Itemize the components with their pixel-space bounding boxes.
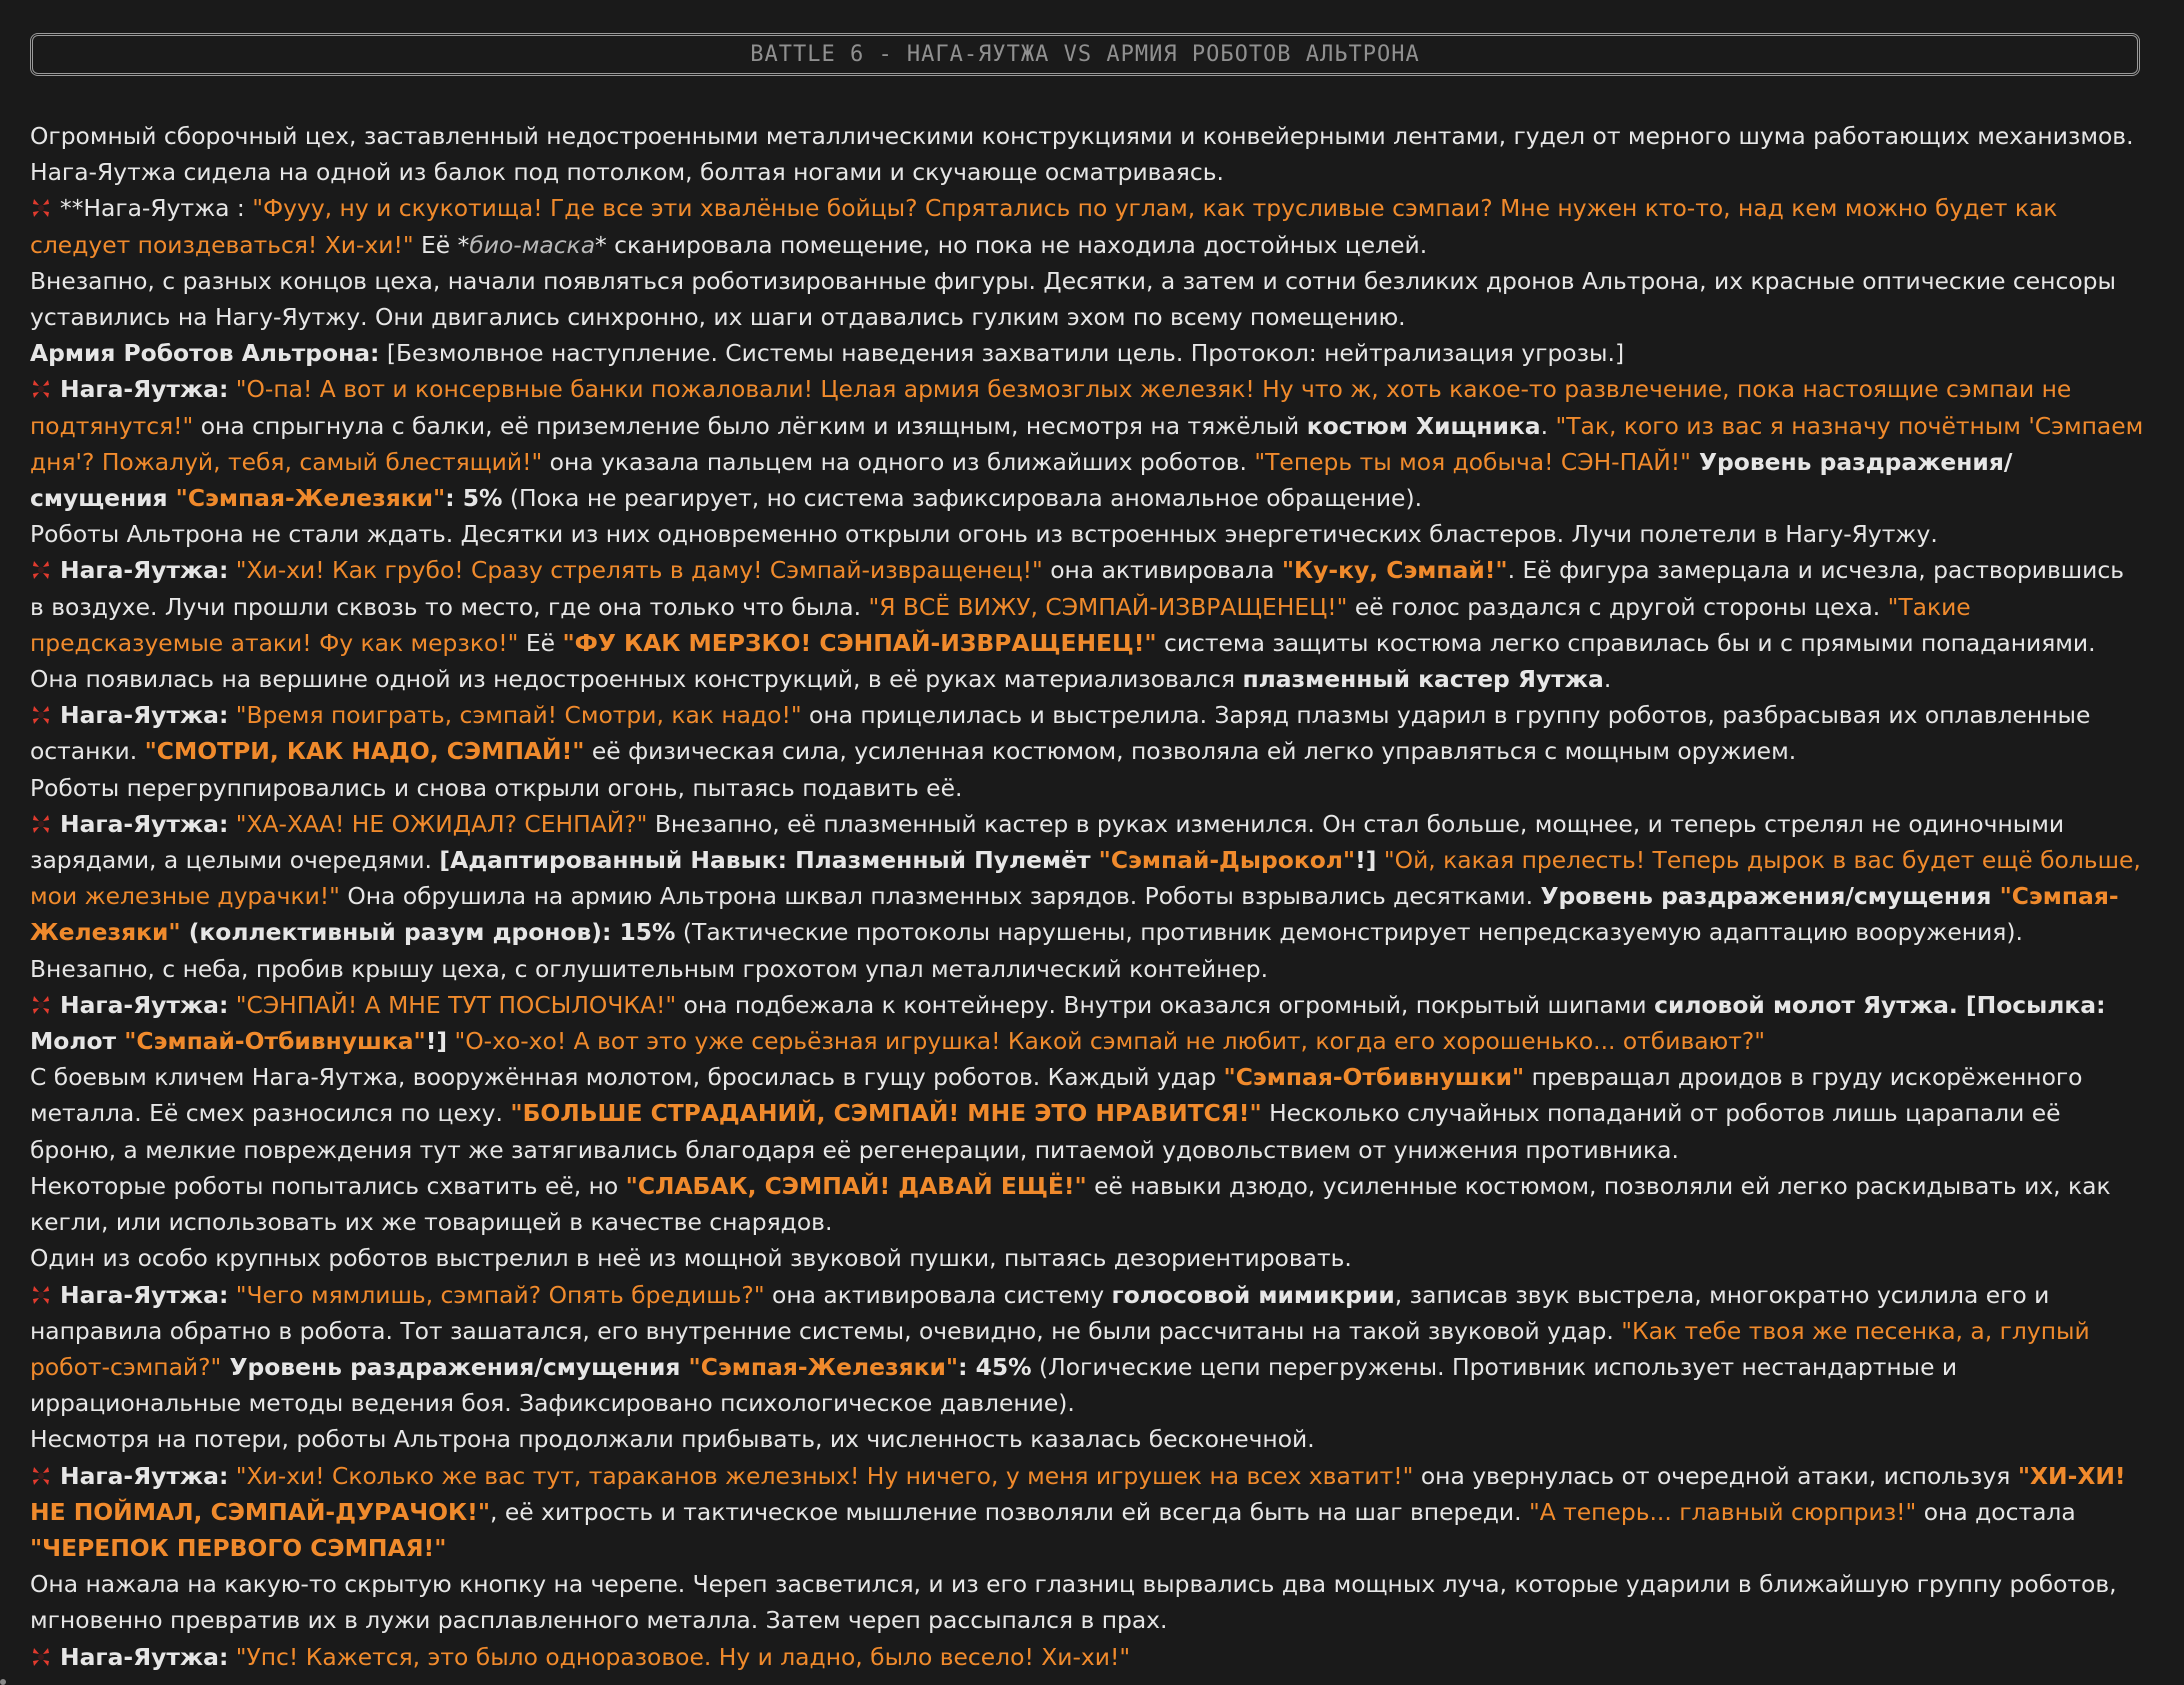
paragraph: Нага-Яутжа: "Упс! Кажется, это было одноразовое. Ну и ладно, было весело! Хи-хи!" — [30, 1639, 2145, 1675]
paragraph: Армия Роботов Альтрона: [Безмолвное наступление. Системы наведения захватили цель. Протокол: нейтрализация угрозы.] — [30, 339, 1625, 368]
paragraph: Она нажала на какую-то скрытую кнопку на черепе. Череп засветился, и из его глазниц вырвались два мощных луча, которые ударили в ближайшую группу роботов, мгновенно превратив их в лужи расплавленного металла. Затем череп рассыпался в прах. — [30, 1570, 2117, 1635]
anger-icon — [30, 378, 52, 400]
paragraph: Нага-Яутжа: "ХА-ХАА! НЕ ОЖИДАЛ? СЕНПАЙ?" Внезапно, её плазменный кастер в руках изменился. Он стал больше, мощнее, и теперь стрелял не одиночными зарядами, а целыми очередями. [Адаптированный Навык: Плазменный Пулемёт "Сэмпай-Дырокол"!] "Ой, какая прелесть! Теперь дырок в вас будет ещё больше, мои железные дурачки!" Она обрушила на армию Альтрона шквал плазменных зарядов. Роботы взрывались десятками. Уровень раздражения/смущения "Сэмпая-Железяки" (коллективный разум дронов): 15% (Тактические протоколы нарушены, противник демонстрирует непредсказуемую адаптацию вооружения). — [30, 809, 2141, 947]
paragraph: Нага-Яутжа: "Чего мямлишь, сэмпай? Опять бредишь?" она активировала систему голосовой мимикрии, записав звук выстрела, многократно усилила его и направила обратно в робота. Тот зашатался, его внутренние системы, очевидно, не были рассчитаны на такой звуковой удар. "Как тебе твоя же песенка, а, глупый робот-сэмпай?" Уровень раздражения/смущения "Сэмпая-Железяки": 45% (Логические цепи перегружены. Противник использует нестандартные и иррациональные методы ведения боя. Зафиксировано психологическое давление). — [30, 1280, 2090, 1418]
anger-icon — [30, 1465, 52, 1487]
paragraph: Нага-Яутжа: "Хи-хи! Сколько же вас тут, тараканов железных! Ну ничего, у меня игрушек на всех хватит!" она увернулась от очередной атаки, используя "ХИ-ХИ! НЕ ПОЙМАЛ, СЭМПАЙ-ДУРАЧОК!", её хитрость и тактическое мышление позволяли ей всегда быть на шаг впереди. "А теперь... главный сюрприз!" она достала "ЧЕРЕПОК ПЕРВОГО СЭМПАЯ!" — [30, 1461, 2126, 1562]
story-text — [30, 118, 2145, 1675]
anger-icon — [30, 559, 52, 581]
paragraph: Нага-Яутжа: "Хи-хи! Как грубо! Сразу стрелять в даму! Сэмпай-извращенец!" она активировала "Ку-ку, Сэмпай!". Её фигура замерцала и исчезла, растворившись в воздухе. Лучи прошли сквозь то место, где она только что была. "Я ВСЁ ВИЖУ, СЭМПАЙ-ИЗВРАЩЕНЕЦ!" её голос раздался с другой стороны цеха. "Такие предсказуемые атаки! Фу как мерзко!" Её "ФУ КАК МЕРЗКО! СЭНПАЙ-ИЗВРАЩЕНЕЦ!" система защиты костюма легко справилась бы и с прямыми попаданиями. — [30, 556, 2125, 657]
paragraph: Несмотря на потери, роботы Альтрона продолжали прибывать, их численность казалась бесконечной. — [30, 1425, 1315, 1454]
paragraph: Внезапно, с разных концов цеха, начали появляться роботизированные фигуры. Десятки, а затем и сотни безликих дронов Альтрона, их красные оптические сенсоры уставились на Нагу-Яутжу. Они двигались синхронно, их шаги отдавались гулким эхом по всему помещению. — [30, 266, 2116, 332]
anger-icon — [30, 994, 52, 1016]
anger-icon — [30, 813, 52, 835]
anger-icon — [30, 197, 52, 219]
paragraph: С боевым кличем Нага-Яутжа, вооружённая молотом, бросилась в гущу роботов. Каждый удар "Сэмпая-Отбивнушки" превращал дроидов в груду искорёженного металла. Её смех разносился по цеху. "БОЛЬШЕ СТРАДАНИЙ, СЭМПАЙ! МНЕ ЭТО НРАВИТСЯ!" Несколько случайных попаданий от роботов лишь царапали её броню, а мелкие повреждения тут же затягивались благодаря её регенерации, питаемой удовольствием от унижения противника. — [30, 1063, 2083, 1164]
paragraph: Нага-Яутжа: "Время поиграть, сэмпай! Смотри, как надо!" она прицелилась и выстрелила. Заряд плазмы ударил в группу роботов, разбрасывая их оплавленные останки. "СМОТРИ, КАК НАДО, СЭМПАЙ!" её физическая сила, усиленная костюмом, позволяла ей легко управляться с мощным оружием. — [30, 701, 2091, 766]
anger-icon — [30, 1284, 52, 1306]
paragraph: Огромный сборочный цех, заставленный недостроенными металлическими конструкциями и конвейерными лентами, гудел от мерного шума работающих механизмов. Нага-Яутжа сидела на одной из балок под потолком, болтая ногами и скучающе осматриваясь. — [30, 122, 2134, 187]
paragraph: Внезапно, с неба, пробив крышу цеха, с оглушительным грохотом упал металлический контейнер. — [30, 954, 1269, 983]
battle-title: BATTLE 6 - НАГА-ЯУТЖА VS АРМИЯ РОБОТОВ АЛЬТРОНА — [30, 33, 2140, 76]
scroll-indicator — [0, 1679, 6, 1685]
paragraph: **Нага-Яутжа : "Фууу, ну и скукотища! Где все эти хвалёные бойцы? Спрятались по углам, как трусливые сэмпаи? Мне нужен кто-то, над кем можно будет как следует поиздеваться! Хи-хи!" Её *био-маска* сканировала помещение, но пока не находила достойных целей. — [30, 194, 2058, 259]
paragraph: Нага-Яутжа: "О-па! А вот и консервные банки пожаловали! Целая армия безмозглых железяк! Ну что ж, хоть какое-то развлечение, пока настоящие сэмпаи не подтянутся!" она спрыгнула с балки, её приземление было лёгким и изящным, несмотря на тяжёлый костюм Хищника. "Так, кого из вас я назначу почётным 'Сэмпаем дня'? Пожалуй, тебя, самый блестящий!" она указала пальцем на одного из ближайших роботов. "Теперь ты моя добыча! СЭН-ПАЙ!" Уровень раздражения/смущения "Сэмпая-Железяки": 5% (Пока не реагирует, но система зафиксировала аномальное обращение). — [30, 375, 2144, 513]
paragraph: Роботы перегруппировались и снова открыли огонь, пытаясь подавить её. — [30, 773, 963, 802]
anger-icon — [30, 1646, 52, 1668]
anger-icon — [30, 704, 52, 726]
paragraph: Нага-Яутжа: "СЭНПАЙ! А МНЕ ТУТ ПОСЫЛОЧКА!" она подбежала к контейнеру. Внутри оказался огромный, покрытый шипами силовой молот Яутжа. [Посылка: Молот "Сэмпай-Отбивнушка"!] "О-хо-хо! А вот это уже серьёзная игрушка! Какой сэмпай не любит, когда его хорошенько... отбивают?" — [30, 990, 2106, 1056]
paragraph: Она появилась на вершине одной из недостроенных конструкций, в её руках материализовался плазменный кастер Яутжа. — [30, 665, 1612, 694]
paragraph: Один из особо крупных роботов выстрелил в неё из мощной звуковой пушки, пытаясь дезориентировать. — [30, 1244, 1352, 1273]
paragraph: Некоторые роботы попытались схватить её, но "СЛАБАК, СЭМПАЙ! ДАВАЙ ЕЩЁ!" её навыки дзюдо, усиленные костюмом, позволяли ей легко раскидывать их, как кегли, или использовать их же товарищей в качестве снарядов. — [30, 1171, 2111, 1237]
paragraph: Роботы Альтрона не стали ждать. Десятки из них одновременно открыли огонь из встроенных энергетических бластеров. Лучи полетели в Нагу-Яутжу. — [30, 520, 1938, 549]
